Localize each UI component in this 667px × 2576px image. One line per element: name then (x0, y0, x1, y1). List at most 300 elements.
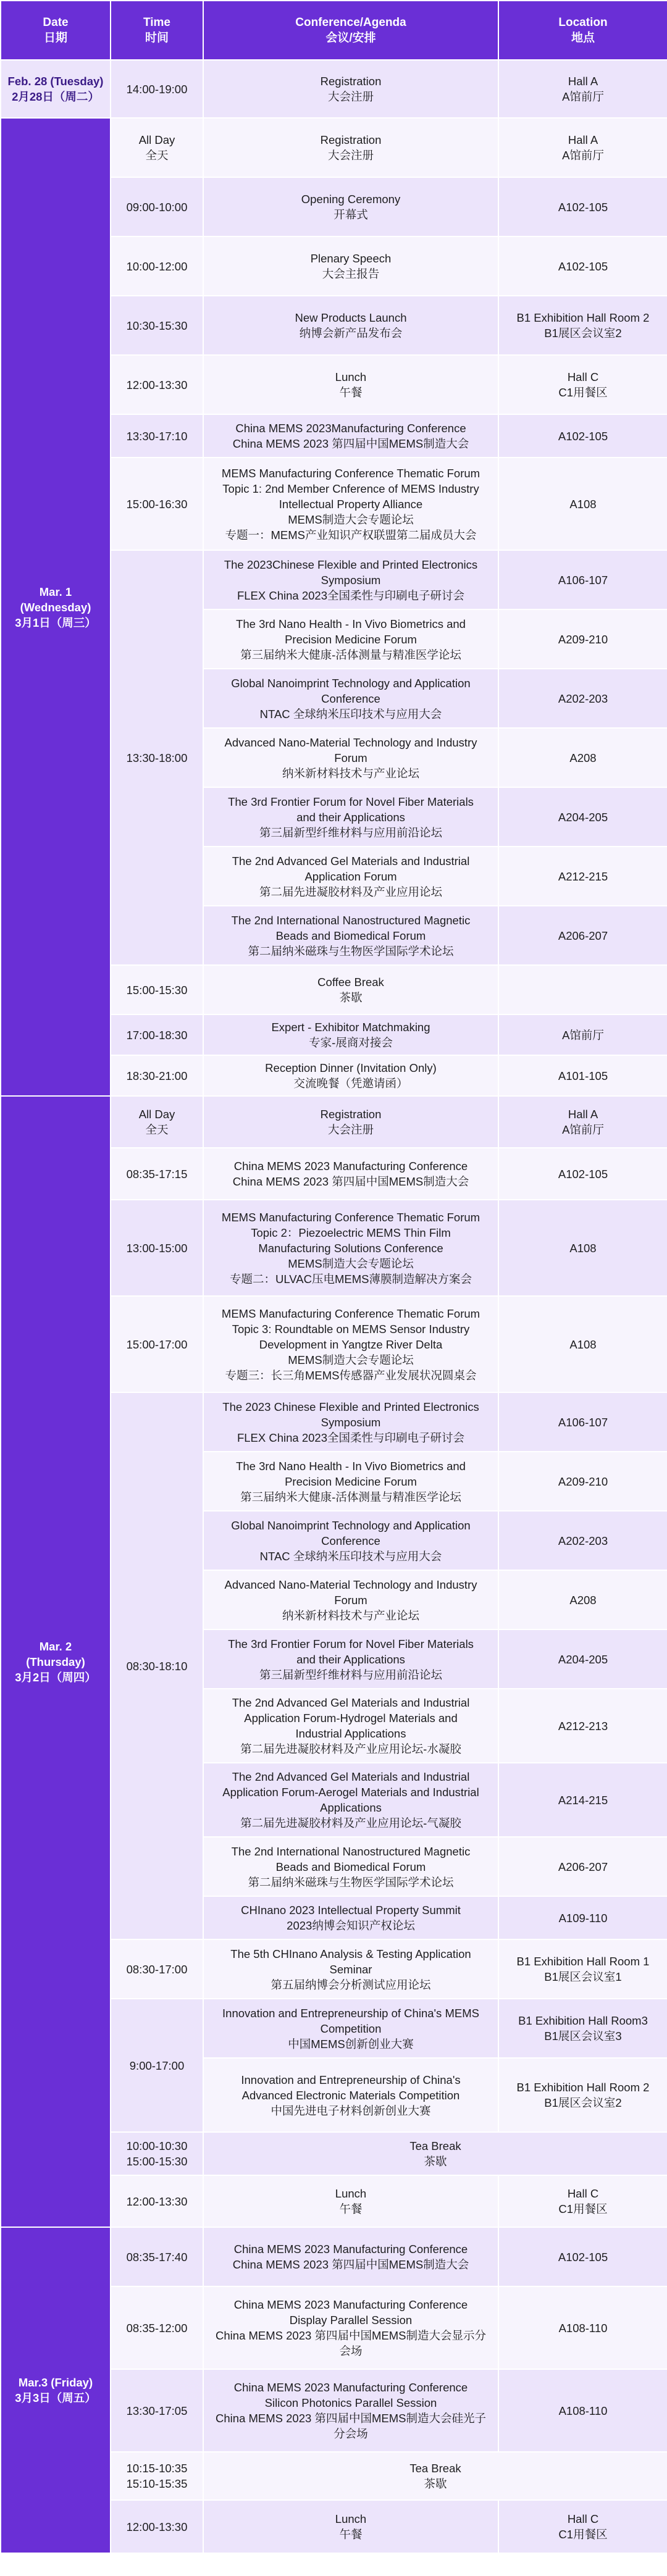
location-cell (498, 1570, 667, 1629)
agenda-item-text: Registration (320, 1108, 382, 1121)
location-label: Hall A (568, 1108, 598, 1121)
time-cell (111, 60, 203, 118)
time-cell (111, 355, 203, 414)
location-label: A212-213 (558, 1719, 608, 1733)
location-label: A108 (569, 1241, 597, 1255)
time-cell (111, 1055, 203, 1096)
location-label: Hall C (567, 2512, 599, 2525)
location-label: A108 (569, 1337, 597, 1351)
date-cell (1, 118, 111, 1096)
time-cell (111, 236, 203, 296)
agenda-item-text: Symposium (321, 1415, 381, 1429)
date-label: 2月28日（周二） (12, 90, 99, 103)
column-header-agenda (203, 1, 498, 60)
agenda-item-text: Lunch (335, 2512, 367, 2525)
time-cell (111, 2369, 203, 2452)
agenda-item-text: 专家-展商对接会 (309, 1036, 393, 1049)
agenda-item-text: MEMS Manufacturing Conference Thematic Forum (221, 1307, 480, 1320)
agenda-item-text: 分会场 (334, 2427, 368, 2440)
agenda-item-text: Topic 3: Roundtable on MEMS Sensor Industry (232, 1322, 470, 1336)
location-cell (498, 2227, 667, 2286)
agenda-item-text: The 2nd Advanced Gel Materials and Industrial (232, 1696, 470, 1709)
location-cell (498, 1763, 667, 1837)
agenda-item-text: 第二届先进凝胶材料及产业应用论坛-水凝胶 (240, 1742, 461, 1755)
time-cell (111, 1296, 203, 1392)
location-cell (498, 2500, 667, 2553)
agenda-item (203, 965, 498, 1014)
location-label: A202-203 (558, 1534, 608, 1547)
location-cell (498, 1452, 667, 1511)
header-label-zh: 日期 (43, 31, 67, 44)
location-label: A馆前厅 (562, 90, 604, 103)
agenda-item-text: Application Forum-Hydrogel Materials and (244, 1712, 458, 1725)
agenda-item-text: Topic 1: 2nd Member Cnference of MEMS Industry (222, 482, 479, 495)
table-row (1, 1096, 667, 1148)
agenda-item-text: Advanced Nano-Material Technology and Industry (224, 735, 477, 749)
agenda-item (203, 906, 498, 965)
agenda-item (203, 118, 498, 177)
agenda-item (203, 1392, 498, 1452)
time-cell (111, 2175, 203, 2227)
agenda-item-text: The 2nd Advanced Gel Materials and Industrial (232, 1770, 470, 1783)
agenda-item-text: FLEX China 2023全国柔性与印刷电子研讨会 (237, 1431, 465, 1444)
date-cell (1, 1096, 111, 2227)
location-label: A212-215 (558, 869, 608, 883)
time-label: 17:00-18:30 (126, 1028, 188, 1042)
agenda-item-text: Innovation and Entrepreneurship of China's (241, 2073, 461, 2086)
location-label: A204-205 (558, 810, 608, 824)
time-label: 18:30-21:00 (126, 1069, 188, 1082)
agenda-item (203, 60, 498, 118)
agenda-item-text: 大会注册 (327, 90, 374, 103)
agenda-item-text: 第二届先进凝胶材料及产业应用论坛 (259, 885, 442, 898)
agenda-item (203, 1999, 498, 2058)
agenda-item-text: Applications (320, 1801, 382, 1814)
agenda-item-text: 午餐 (339, 2528, 363, 2541)
agenda-item (203, 787, 498, 847)
agenda-item-text: NTAC 全球纳米压印技术与应用大会 (259, 1549, 442, 1563)
time-label: 08:35-17:40 (126, 2250, 188, 2264)
date-label: 3月2日（周四） (15, 1670, 96, 1684)
agenda-item-text: China MEMS 2023 第四届中国MEMS制造大会显示分 (216, 2329, 486, 2342)
agenda-item (203, 177, 498, 236)
agenda-item-text: NTAC 全球纳米压印技术与应用大会 (259, 707, 442, 721)
location-label: A102-105 (558, 1167, 608, 1181)
location-label: A108-110 (558, 2321, 608, 2335)
agenda-item-text: 大会注册 (327, 1123, 374, 1136)
location-cell (498, 60, 667, 118)
location-cell (498, 2369, 667, 2452)
agenda-item-text: Silicon Photonics Parallel Session (264, 2396, 437, 2409)
location-label: A209-210 (558, 1474, 608, 1488)
date-label: 3月3日（周五） (15, 2391, 96, 2404)
time-label: 12:00-13:30 (126, 2520, 188, 2533)
location-label: A214-215 (558, 1793, 608, 1807)
agenda-item (203, 609, 498, 669)
location-cell (498, 118, 667, 177)
agenda-item-text: China MEMS 2023 Manufacturing Conference (233, 1160, 468, 1173)
location-label: A209-210 (558, 632, 608, 646)
agenda-item-text: Competition (320, 2022, 382, 2035)
time-label: 14:00-19:00 (126, 82, 188, 96)
agenda-item-text: Development in Yangtze River Delta (259, 1337, 443, 1351)
table-header (1, 1, 667, 60)
agenda-item-text: Forum (334, 1593, 367, 1607)
agenda-item-text: Precision Medicine Forum (285, 1474, 417, 1488)
location-label: A馆前厅 (562, 149, 604, 162)
agenda-item-text: 交流晚餐（凭邀请函） (293, 1077, 408, 1090)
date-label: (Wednesday) (20, 600, 91, 614)
agenda-item-text: and their Applications (296, 810, 405, 824)
location-cell (498, 1629, 667, 1689)
location-label: A109-110 (558, 1911, 608, 1925)
agenda-item-text: Lunch (335, 370, 367, 383)
location-cell (498, 1896, 667, 1939)
location-label: Hall C (567, 370, 599, 383)
agenda-item (203, 1570, 498, 1629)
time-cell (111, 177, 203, 236)
location-label: B1 Exhibition Hall Room3 (518, 2014, 648, 2027)
location-label: C1用餐区 (558, 2202, 608, 2215)
time-cell (111, 1096, 203, 1148)
agenda-item (203, 1096, 498, 1148)
location-label: A102-105 (558, 259, 608, 273)
date-label: (Thursday) (26, 1655, 85, 1668)
location-cell (498, 1689, 667, 1763)
location-cell (498, 414, 667, 458)
agenda-item-text: Expert - Exhibitor Matchmaking (271, 1021, 430, 1034)
agenda-item-text: The 2nd Advanced Gel Materials and Industrial (232, 854, 470, 868)
agenda-item-text: Industrial Applications (295, 1727, 406, 1740)
agenda-item-text: China MEMS 2023 第四届中国MEMS制造大会 (232, 437, 469, 450)
agenda-item (203, 1837, 498, 1896)
agenda-item (203, 1939, 498, 1999)
agenda-body (1, 60, 667, 2553)
agenda-item-text: 大会主报告 (322, 267, 380, 280)
header-label-zh: 地点 (571, 31, 595, 44)
location-cell (498, 1200, 667, 1296)
agenda-item-text: The 3rd Nano Health - In Vivo Biometrics and (236, 1459, 466, 1473)
agenda-item-text: MEMS Manufacturing Conference Thematic Forum (221, 466, 480, 480)
agenda-item-text: 第二届先进凝胶材料及产业应用论坛-气凝胶 (240, 1817, 461, 1830)
header-label-zh: 时间 (145, 31, 169, 44)
date-label: Mar.3 (Friday) (18, 2376, 93, 2389)
agenda-item-text: 茶歇 (339, 991, 363, 1004)
agenda-item-text: 专题二：ULVAC压电MEMS薄膜制造解决方案会 (230, 1272, 472, 1286)
time-label: 12:00-13:30 (126, 378, 188, 391)
time-label: 15:00-15:30 (126, 983, 188, 997)
time-label: 13:30-17:05 (126, 2404, 188, 2417)
header-label-en: Location (558, 16, 608, 29)
location-label: A208 (569, 751, 597, 764)
location-cell (498, 1096, 667, 1148)
agenda-item-text: Manufacturing Solutions Conference (258, 1241, 443, 1255)
time-label: 13:30-17:10 (126, 429, 188, 443)
agenda-item (203, 2452, 667, 2500)
location-label: B1展区会议室2 (544, 327, 622, 340)
location-label: B1展区会议室2 (544, 2096, 622, 2109)
agenda-item-text: Conference (321, 1534, 380, 1547)
time-label: All Day (138, 133, 175, 146)
time-label: 10:00-12:00 (126, 259, 188, 273)
agenda-item-text: 第三届纳米大健康-活体测量与精准医学论坛 (240, 1490, 461, 1503)
table-row (1, 2227, 667, 2286)
agenda-item-text: Registration (320, 133, 382, 146)
agenda-item-text: Beads and Biomedical Forum (275, 929, 426, 942)
location-label: Hall C (567, 2187, 599, 2200)
location-label: B1 Exhibition Hall Room 1 (516, 1955, 650, 1968)
agenda-item-text: 开幕式 (334, 208, 368, 221)
agenda-item-text: 专题三：长三角MEMS传感器产业发展状况圆桌会 (225, 1368, 477, 1382)
agenda-item-text: MEMS Manufacturing Conference Thematic Forum (221, 1210, 480, 1224)
column-header-location (498, 1, 667, 60)
agenda-item-text: Seminar (329, 1962, 372, 1976)
agenda-item-text: 第二届纳米磁珠与生物医学国际学术论坛 (248, 1875, 454, 1889)
time-cell (111, 2286, 203, 2369)
time-cell (111, 458, 203, 550)
time-label: 13:30-18:00 (126, 751, 188, 764)
location-label: A102-105 (558, 429, 608, 443)
agenda-item-text: Advanced Nano-Material Technology and Industry (224, 1578, 477, 1591)
location-label: A102-105 (558, 2250, 608, 2264)
agenda-item-text: Global Nanoimprint Technology and Application (231, 676, 471, 690)
table-row (1, 60, 667, 118)
agenda-item-text: Topic 2：Piezoelectric MEMS Thin Film (251, 1226, 451, 1239)
header-label-en: Conference/Agenda (295, 16, 406, 29)
agenda-item-text: 会场 (339, 2344, 363, 2357)
time-cell (111, 2452, 203, 2500)
location-label: A106-107 (558, 1415, 608, 1429)
location-label: Hall A (568, 133, 598, 146)
location-label: A206-207 (558, 1860, 608, 1873)
time-cell (111, 414, 203, 458)
time-cell (111, 296, 203, 355)
location-label: C1用餐区 (558, 2528, 608, 2541)
time-cell (111, 965, 203, 1014)
agenda-item (203, 2369, 498, 2452)
location-cell (498, 669, 667, 728)
agenda-item-text: The 2nd International Nanostructured Magnetic (231, 1844, 471, 1858)
agenda-item-text: Reception Dinner (Invitation Only) (265, 1061, 437, 1074)
agenda-item-text: Display Parallel Session (289, 2314, 413, 2327)
agenda-item-text: Registration (320, 75, 382, 88)
agenda-item (203, 458, 498, 550)
agenda-item-text: 中国MEMS创新创业大赛 (288, 2037, 414, 2051)
time-label: 13:00-15:00 (126, 1241, 188, 1255)
agenda-item-text: Application Forum-Aerogel Materials and Industrial (222, 1786, 479, 1799)
agenda-item (203, 1200, 498, 1296)
agenda-item-text: Lunch (335, 2187, 367, 2200)
time-cell (111, 1200, 203, 1296)
agenda-item-text: 专题一：MEMS产业知识产权联盟第二届成员大会 (225, 528, 477, 542)
location-label: B1展区会议室1 (544, 1970, 622, 1983)
agenda-item-text: Global Nanoimprint Technology and Application (231, 1518, 471, 1532)
location-cell (498, 1511, 667, 1570)
location-cell (498, 2286, 667, 2369)
time-label: 10:30-15:30 (126, 319, 188, 332)
agenda-item-text: 茶歇 (424, 2155, 447, 2168)
agenda-item-text: 第二届纳米磁珠与生物医学国际学术论坛 (248, 944, 454, 958)
agenda-item-text: Application Forum (304, 869, 397, 883)
time-label: 15:00-15:30 (126, 2155, 188, 2168)
time-label: 08:30-17:00 (126, 1962, 188, 1976)
agenda-item-text: China MEMS 2023 第四届中国MEMS制造大会硅光子 (216, 2412, 486, 2425)
location-cell (498, 609, 667, 669)
agenda-item (203, 1511, 498, 1570)
time-label: 10:15-10:35 (126, 2462, 188, 2475)
agenda-item-text: 纳米新材料技术与产业论坛 (282, 766, 419, 780)
agenda-item-text: China MEMS 2023 Manufacturing Conference (233, 2243, 468, 2256)
location-cell (498, 1296, 667, 1392)
location-label: B1展区会议室3 (544, 2030, 622, 2043)
agenda-item-text: 午餐 (339, 2202, 363, 2215)
agenda-item-text: The 2023Chinese Flexible and Printed Electronics (224, 558, 478, 571)
agenda-item (203, 2058, 498, 2132)
agenda-item-text: China MEMS 2023 Manufacturing Conference (233, 2298, 468, 2311)
time-label: 10:00-10:30 (126, 2139, 188, 2152)
agenda-item-text: Opening Ceremony (301, 193, 401, 206)
agenda-item-text: New Products Launch (295, 311, 407, 324)
time-label: 9:00-17:00 (129, 2059, 185, 2072)
agenda-item-text: The 2023 Chinese Flexible and Printed Electronics (222, 1400, 479, 1413)
location-label: A101-105 (558, 1069, 608, 1082)
location-cell (498, 1148, 667, 1200)
agenda-item-text: CHInano 2023 Intellectual Property Summit (241, 1904, 461, 1917)
agenda-item-text: Tea Break (409, 2139, 461, 2152)
time-label: 15:00-16:30 (126, 497, 188, 511)
agenda-item-text: China MEMS 2023 第四届中国MEMS制造大会 (232, 1175, 469, 1188)
location-label: A204-205 (558, 1652, 608, 1666)
time-cell (111, 1999, 203, 2132)
time-cell (111, 1148, 203, 1200)
agenda-item-text: 第三届新型纤维材料与应用前沿论坛 (259, 1668, 442, 1681)
location-label: A202-203 (558, 692, 608, 705)
agenda-item (203, 296, 498, 355)
location-cell (498, 2058, 667, 2132)
agenda-item-text: Coffee Break (317, 976, 384, 989)
time-label: 15:00-17:00 (126, 1337, 188, 1351)
column-header-date (1, 1, 111, 60)
agenda-item (203, 1014, 498, 1055)
location-cell (498, 177, 667, 236)
location-cell (498, 1999, 667, 2058)
time-label: All Day (138, 1108, 175, 1121)
time-cell (111, 2227, 203, 2286)
time-cell (111, 1392, 203, 1939)
agenda-item-text: Intellectual Property Alliance (279, 497, 423, 511)
agenda-item-text: 2023纳博会知识产权论坛 (287, 1919, 415, 1932)
date-label: 3月1日（周三） (15, 616, 96, 629)
agenda-item (203, 728, 498, 787)
location-cell (498, 847, 667, 906)
agenda-item (203, 1055, 498, 1096)
agenda-item-text: China MEMS 2023Manufacturing Conference (235, 422, 466, 435)
location-cell (498, 458, 667, 550)
agenda-item-text: 中国先进电子材料创新创业大赛 (271, 2104, 431, 2117)
agenda-item (203, 1452, 498, 1511)
agenda-item (203, 1296, 498, 1392)
agenda-item-text: 第三届新型纤维材料与应用前沿论坛 (259, 826, 442, 839)
time-cell (111, 2132, 203, 2175)
location-cell (498, 236, 667, 296)
time-label: 12:00-13:30 (126, 2194, 188, 2208)
location-cell (498, 2175, 667, 2227)
header-label-en: Time (143, 16, 170, 29)
time-label: 15:10-15:35 (126, 2477, 188, 2490)
agenda-item-text: 午餐 (339, 386, 363, 399)
location-label: A馆前厅 (562, 1028, 604, 1042)
agenda-item-text: Symposium (321, 573, 381, 587)
agenda-item (203, 550, 498, 609)
location-label: B1 Exhibition Hall Room 2 (516, 311, 650, 324)
location-label: A208 (569, 1593, 597, 1607)
agenda-item-text: FLEX China 2023全国柔性与印刷电子研讨会 (237, 588, 465, 602)
agenda-item (203, 236, 498, 296)
agenda-item-text: China MEMS 2023 第四届中国MEMS制造大会 (232, 2258, 469, 2271)
table-row (1, 118, 667, 177)
agenda-item (203, 1689, 498, 1763)
location-label: B1 Exhibition Hall Room 2 (516, 2081, 650, 2094)
date-cell (1, 60, 111, 118)
agenda-item-text: The 3rd Frontier Forum for Novel Fiber Materials (228, 1637, 474, 1650)
time-cell (111, 1014, 203, 1055)
location-label: C1用餐区 (558, 386, 608, 399)
location-cell (498, 355, 667, 414)
agenda-item (203, 2227, 498, 2286)
agenda-item-text: Forum (334, 751, 367, 764)
agenda-item-text: and their Applications (296, 1652, 405, 1666)
agenda-item-text: Conference (321, 692, 380, 705)
agenda-item-text: 纳米新材料技术与产业论坛 (282, 1608, 419, 1622)
agenda-item-text: The 5th CHInano Analysis & Testing Application (230, 1947, 471, 1960)
agenda-item-text: MEMS制造大会专题论坛 (288, 1257, 414, 1270)
agenda-item (203, 1896, 498, 1939)
date-label: Feb. 28 (Tuesday) (7, 75, 104, 88)
location-cell (498, 1392, 667, 1452)
agenda-item-text: Beads and Biomedical Forum (275, 1860, 426, 1873)
agenda-item-text: China MEMS 2023 Manufacturing Conference (233, 2381, 468, 2394)
agenda-item-text: 纳博会新产品发布会 (299, 327, 403, 340)
location-label: A206-207 (558, 929, 608, 942)
location-cell (498, 728, 667, 787)
time-cell (111, 1939, 203, 1999)
header-label-zh: 会议/安排 (325, 31, 376, 44)
time-cell (111, 550, 203, 965)
date-label: Mar. 2 (39, 1639, 72, 1653)
agenda-item-text: Tea Break (409, 2462, 461, 2475)
agenda-item-text: MEMS制造大会专题论坛 (288, 1353, 414, 1366)
location-label: A108-110 (558, 2404, 608, 2417)
time-cell (111, 2500, 203, 2553)
time-label: 09:00-10:00 (126, 200, 188, 214)
agenda-item-text: 第三届纳米大健康-活体测量与精准医学论坛 (240, 648, 461, 661)
agenda-item (203, 1629, 498, 1689)
time-cell (111, 118, 203, 177)
agenda-item-text: Plenary Speech (310, 252, 392, 265)
agenda-item-text: Advanced Electronic Materials Competition (241, 2088, 460, 2102)
column-header-time (111, 1, 203, 60)
agenda-item-text: Precision Medicine Forum (285, 632, 417, 646)
agenda-item (203, 2175, 498, 2227)
time-label: 08:35-12:00 (126, 2321, 188, 2335)
agenda-item-text: MEMS制造大会专题论坛 (288, 512, 414, 526)
location-cell (498, 906, 667, 965)
agenda-item (203, 1148, 498, 1200)
agenda-item-text: Innovation and Entrepreneurship of China's MEMS (222, 2006, 479, 2020)
date-cell (1, 2227, 111, 2553)
agenda-item-text: 茶歇 (424, 2477, 447, 2490)
agenda-item (203, 355, 498, 414)
